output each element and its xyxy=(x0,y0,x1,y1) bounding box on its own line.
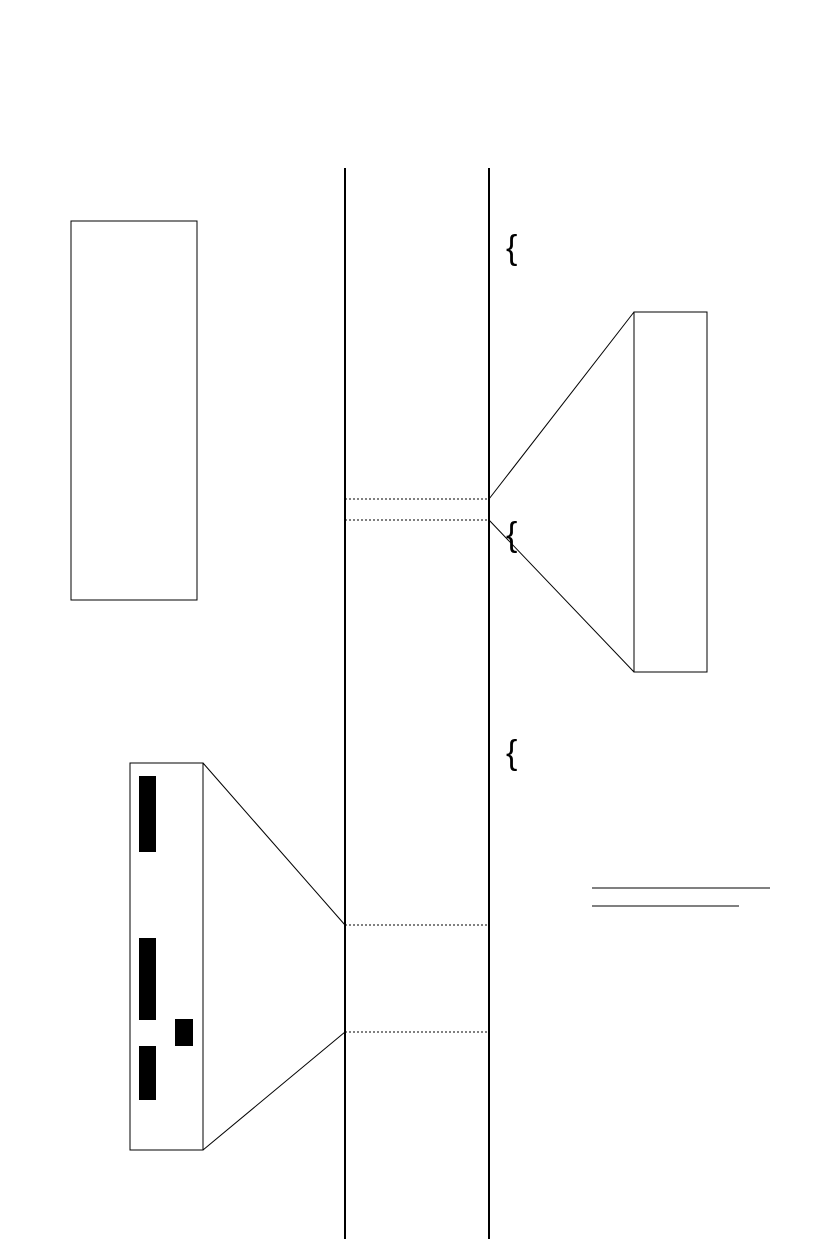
radio-zoom-line-bottom xyxy=(203,1032,345,1150)
brace-millimeter: { xyxy=(506,734,518,772)
title-box xyxy=(71,221,197,600)
fm-bar xyxy=(175,1019,193,1046)
brace-angstrom: { xyxy=(506,229,518,267)
vhf-low-bar xyxy=(139,1046,156,1100)
uhf-bar xyxy=(139,776,156,852)
radio-zoom-line-top xyxy=(203,763,345,925)
visible-zoom-line-bottom xyxy=(489,520,634,672)
visible-color-bar xyxy=(634,312,707,672)
brace-micron: { xyxy=(506,516,518,554)
vhf-high-bar xyxy=(139,938,156,1020)
visible-zoom-line-top xyxy=(489,312,634,499)
